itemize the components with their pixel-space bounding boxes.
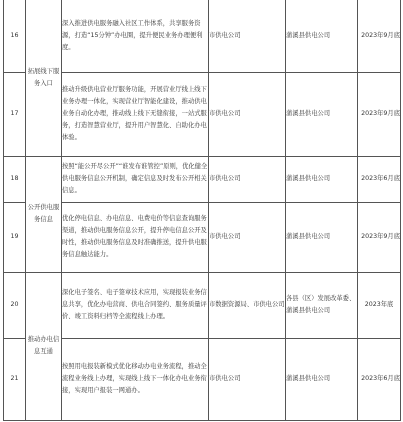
task-content: 深入推进供电服务融入社区工作体系，共享服务资源，打造“15分钟”办电圈，提升便民业务办理便利度。	[62, 0, 209, 72]
responsible-unit: 蒲溪县供电公司	[286, 202, 358, 272]
row-number: 20	[4, 272, 26, 338]
row-number: 17	[4, 72, 26, 156]
category-cell: 拓展线下服务入口	[26, 0, 62, 156]
category-cell: 公开供电服务信息	[26, 156, 62, 272]
table-row	[4, 72, 401, 156]
row-number: 19	[4, 202, 26, 272]
deadline: 2023年6月底	[358, 338, 401, 420]
lead-unit: 市供电公司	[209, 0, 286, 72]
responsible-unit: 蒲溪县供电公司	[286, 0, 358, 72]
lead-unit: 市供电公司	[209, 202, 286, 272]
task-content: 推动升级供电营业厅服务功能，开展营业厅线上线下业务办理一体化，实现营业厅智能化建设，推动供电业务自动化办理，推动线上线下无缝衔接，一站式服务，打造智慧营业厅，提升用户智慧化、自助化办电体验。	[62, 72, 209, 156]
lead-unit: 市供电公司	[209, 72, 286, 156]
responsible-unit: 蒲溪县供电公司	[286, 156, 358, 202]
deadline: 2023年9月底	[358, 202, 401, 272]
row-number: 21	[4, 338, 26, 420]
table-row	[4, 338, 401, 420]
task-content: 优化停电信息、办电信息、电费电价等信息查询服务渠道，推动供电服务信息公开，提升停电信息公开及时性，推动供电服务信息及时准确推送，提升供电服务信息触达能力。	[62, 202, 209, 272]
task-content: 按照用电报装新模式优化移动办电业务流程，推动全流程业务线上办理，实现线上线下一体化办电业务衔接，实现用户报装一网通办。	[62, 338, 209, 420]
task-content: 深化电子签名、电子签章技术应用，实现报装业务信息共享，优化办电营商、供电合同签约、服务质量评价、竣工资料归档等全流程线上办理。	[62, 272, 209, 338]
deadline: 2023年6月底	[358, 156, 401, 202]
task-content: 按照“能公开尽公开”“谁发布谁管控”原则，优化健全供电服务信息公开机制，确定信息及时发布公开相关信息。	[62, 156, 209, 202]
table-row	[4, 272, 401, 338]
deadline: 2023年9月底	[358, 0, 401, 72]
lead-unit: 市供电公司	[209, 156, 286, 202]
responsible-unit: 蒲溪县供电公司	[286, 72, 358, 156]
table-row	[4, 202, 401, 272]
deadline: 2023年底	[358, 272, 401, 338]
task-table	[3, 0, 401, 421]
responsible-unit: 蒲溪县供电公司	[286, 338, 358, 420]
row-number: 16	[4, 0, 26, 72]
lead-unit: 市数据资源局、市供电公司	[209, 272, 286, 338]
category-cell: 推动办电信息互通	[26, 272, 62, 420]
lead-unit: 市供电公司	[209, 338, 286, 420]
deadline: 2023年9月底	[358, 72, 401, 156]
table-row	[4, 156, 401, 202]
responsible-unit: 各县（区）发展改革委、蒲溪县供电公司	[286, 272, 358, 338]
table-row	[4, 0, 401, 72]
row-number: 18	[4, 156, 26, 202]
